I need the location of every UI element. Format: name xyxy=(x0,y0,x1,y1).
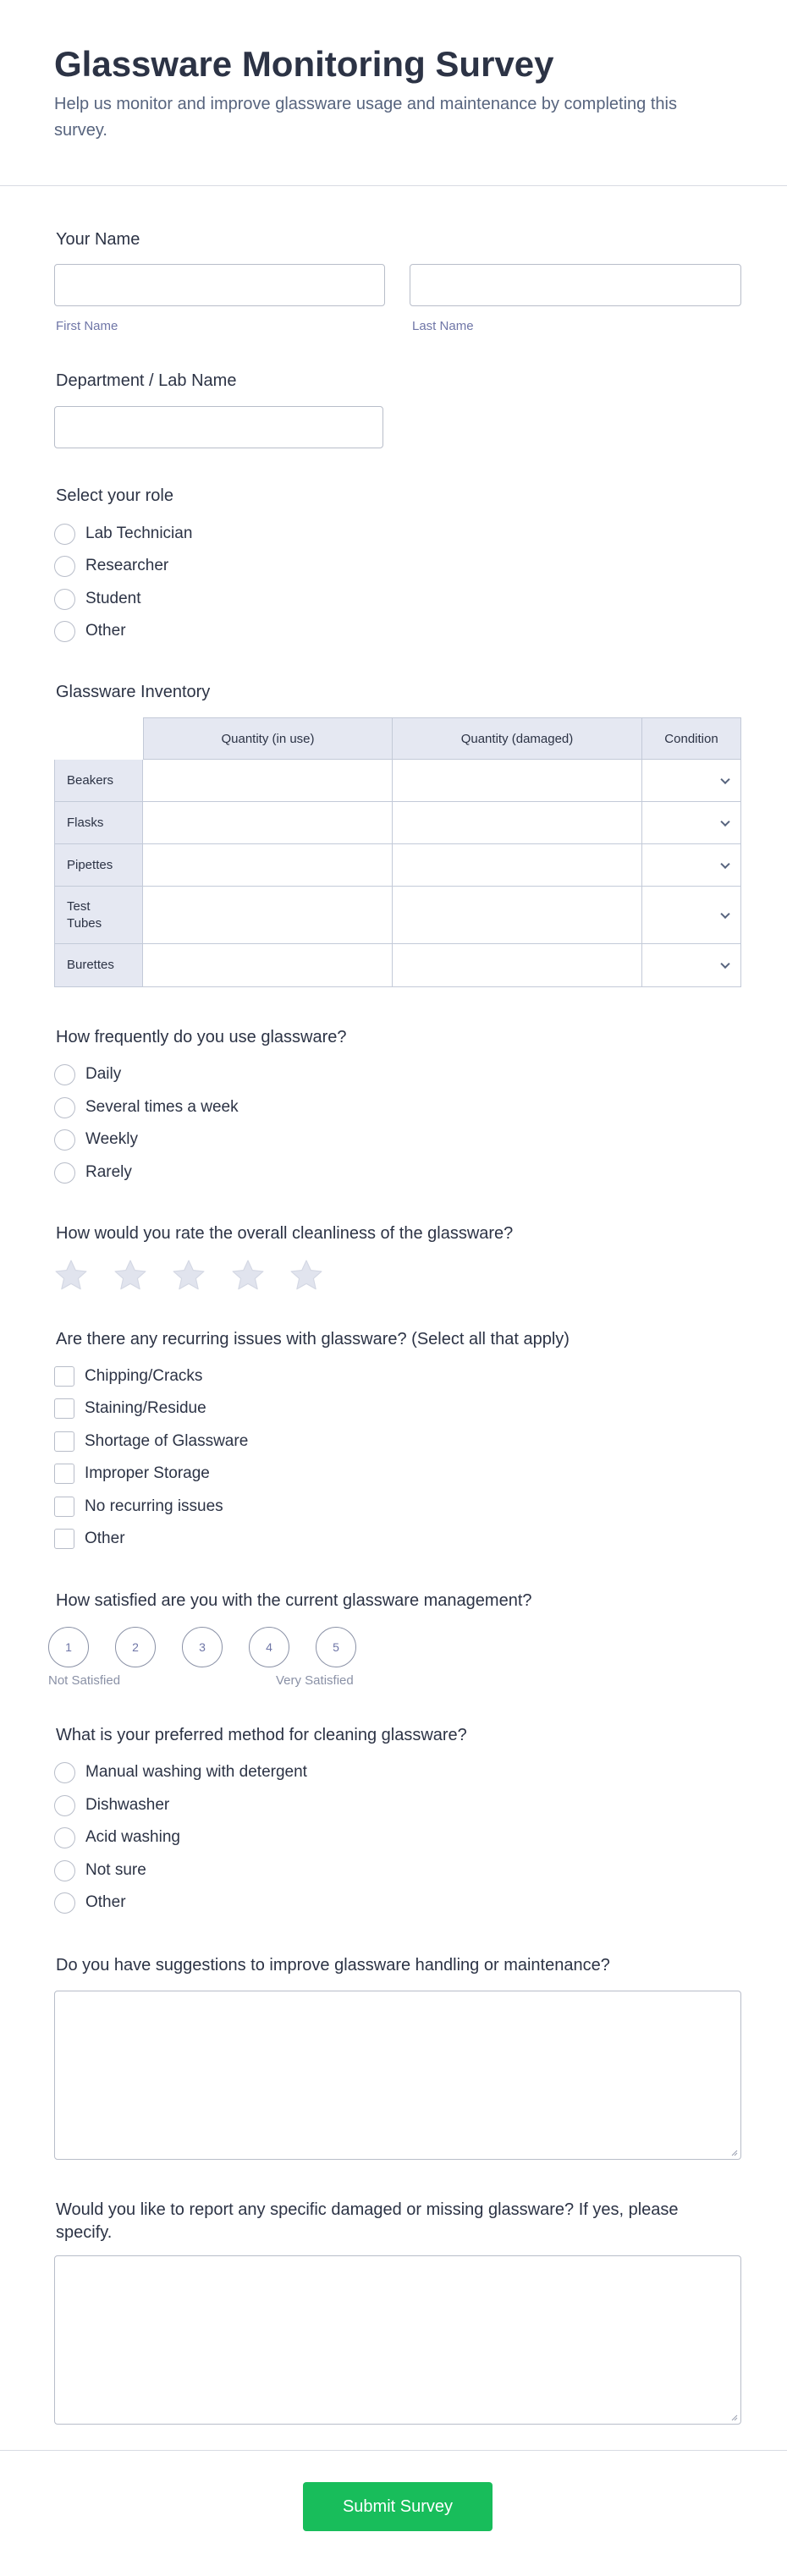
cleanliness-label: How would you rate the overall cleanliness of the glassware? xyxy=(56,1224,514,1243)
radio-button[interactable] xyxy=(54,621,75,642)
last-name-sublabel: Last Name xyxy=(412,319,474,333)
frequency-option-several-times[interactable]: Several times a week xyxy=(54,1096,239,1119)
issue-option-other[interactable]: Other xyxy=(54,1527,125,1551)
scale-option-2[interactable]: 2 xyxy=(115,1627,156,1667)
scale-low-label: Not Satisfied xyxy=(48,1673,121,1688)
resize-handle-icon[interactable] xyxy=(729,2148,738,2156)
matrix-input-cell[interactable] xyxy=(143,760,393,802)
radio-button[interactable] xyxy=(54,1129,75,1151)
scale-option-3[interactable]: 3 xyxy=(182,1627,223,1667)
checkbox[interactable] xyxy=(54,1464,74,1484)
radio-button[interactable] xyxy=(54,1097,75,1118)
issues-label: Are there any recurring issues with glassware? (Select all that apply) xyxy=(56,1330,570,1348)
form-footer xyxy=(0,2450,787,2576)
checkbox[interactable] xyxy=(54,1431,74,1452)
issue-option-no-issues[interactable]: No recurring issues xyxy=(54,1495,223,1519)
radio-button[interactable] xyxy=(54,1827,75,1848)
condition-dropdown[interactable] xyxy=(642,802,741,844)
checkbox[interactable] xyxy=(54,1529,74,1549)
satisfaction-label: How satisfied are you with the current glassware management? xyxy=(56,1591,532,1610)
matrix-input-cell[interactable] xyxy=(143,887,393,944)
matrix-row-header: Burettes xyxy=(54,944,143,987)
method-option-manual[interactable]: Manual washing with detergent xyxy=(54,1760,307,1784)
damaged-report-textarea[interactable] xyxy=(54,2255,741,2425)
inventory-matrix xyxy=(54,717,741,990)
radio-button[interactable] xyxy=(54,1762,75,1783)
submit-button[interactable]: Submit Survey xyxy=(303,2482,493,2531)
radio-button[interactable] xyxy=(54,1162,75,1184)
chevron-down-icon xyxy=(720,816,729,826)
checkbox[interactable] xyxy=(54,1497,74,1517)
scale-option-5[interactable]: 5 xyxy=(316,1627,356,1667)
matrix-row-header: Pipettes xyxy=(54,844,143,887)
last-name-input[interactable] xyxy=(410,264,741,306)
scale-high-label: Very Satisfied xyxy=(276,1673,354,1688)
method-option-acid[interactable]: Acid washing xyxy=(54,1826,180,1849)
resize-handle-icon[interactable] xyxy=(729,2413,738,2421)
role-option-other[interactable]: Other xyxy=(54,619,126,643)
role-option-researcher[interactable]: Researcher xyxy=(54,554,168,578)
star-icon[interactable] xyxy=(229,1257,267,1294)
frequency-option-rarely[interactable]: Rarely xyxy=(54,1161,132,1184)
issue-option-staining[interactable]: Staining/Residue xyxy=(54,1397,206,1420)
page-subtitle: Help us monitor and improve glassware usage and maintenance by completing this survey. xyxy=(54,95,677,140)
matrix-row-header: Beakers xyxy=(54,760,143,802)
checkbox[interactable] xyxy=(54,1366,74,1387)
department-input[interactable] xyxy=(54,406,383,448)
matrix-column-header: Quantity (in use) xyxy=(143,717,393,760)
method-option-other[interactable]: Other xyxy=(54,1891,126,1914)
condition-dropdown[interactable] xyxy=(642,887,741,944)
condition-dropdown[interactable] xyxy=(642,844,741,887)
radio-button[interactable] xyxy=(54,1892,75,1914)
radio-button[interactable] xyxy=(54,524,75,545)
matrix-column-header: Quantity (damaged) xyxy=(393,717,642,760)
matrix-input-cell[interactable] xyxy=(393,944,642,987)
matrix-input-cell[interactable] xyxy=(393,802,642,844)
suggestions-label: Do you have suggestions to improve glassware handling or maintenance? xyxy=(56,1956,610,1975)
chevron-down-icon xyxy=(720,774,729,783)
star-icon[interactable] xyxy=(52,1257,90,1294)
chevron-down-icon xyxy=(720,909,729,918)
page-title: Glassware Monitoring Survey xyxy=(54,44,554,84)
role-label: Select your role xyxy=(56,486,173,505)
method-option-dishwasher[interactable]: Dishwasher xyxy=(54,1793,169,1817)
department-label: Department / Lab Name xyxy=(56,371,237,390)
matrix-row-header: Test Tubes xyxy=(54,887,143,944)
role-option-student[interactable]: Student xyxy=(54,587,141,611)
name-label: Your Name xyxy=(56,230,140,249)
issue-option-improper-storage[interactable]: Improper Storage xyxy=(54,1462,210,1486)
matrix-input-cell[interactable] xyxy=(143,944,393,987)
radio-button[interactable] xyxy=(54,1064,75,1085)
chevron-down-icon xyxy=(720,859,729,868)
issue-option-shortage[interactable]: Shortage of Glassware xyxy=(54,1430,248,1453)
scale-option-1[interactable]: 1 xyxy=(48,1627,89,1667)
role-option-lab-technician[interactable]: Lab Technician xyxy=(54,522,192,546)
matrix-input-cell[interactable] xyxy=(143,844,393,887)
matrix-input-cell[interactable] xyxy=(393,887,642,944)
damaged-report-label: Would you like to report any specific damaged or missing glassware? If yes, please specify. xyxy=(56,2200,679,2242)
star-icon[interactable] xyxy=(170,1257,207,1294)
chevron-down-icon xyxy=(720,959,729,969)
matrix-column-header: Condition xyxy=(642,717,741,760)
method-option-not-sure[interactable]: Not sure xyxy=(54,1859,146,1882)
form-header xyxy=(0,0,787,186)
first-name-sublabel: First Name xyxy=(56,319,118,333)
issue-option-chipping[interactable]: Chipping/Cracks xyxy=(54,1365,202,1388)
matrix-input-cell[interactable] xyxy=(393,760,642,802)
matrix-input-cell[interactable] xyxy=(393,844,642,887)
first-name-input[interactable] xyxy=(54,264,385,306)
star-icon[interactable] xyxy=(288,1257,325,1294)
radio-button[interactable] xyxy=(54,1795,75,1816)
star-icon[interactable] xyxy=(112,1257,149,1294)
cleaning-method-label: What is your preferred method for cleaning glassware? xyxy=(56,1726,467,1744)
scale-option-4[interactable]: 4 xyxy=(249,1627,289,1667)
frequency-option-weekly[interactable]: Weekly xyxy=(54,1128,138,1151)
radio-button[interactable] xyxy=(54,556,75,577)
condition-dropdown[interactable] xyxy=(642,760,741,802)
radio-button[interactable] xyxy=(54,1860,75,1881)
inventory-label: Glassware Inventory xyxy=(56,683,211,701)
condition-dropdown[interactable] xyxy=(642,944,741,987)
frequency-option-daily[interactable]: Daily xyxy=(54,1063,121,1086)
frequency-label: How frequently do you use glassware? xyxy=(56,1028,347,1046)
matrix-input-cell[interactable] xyxy=(143,802,393,844)
radio-button[interactable] xyxy=(54,589,75,610)
checkbox[interactable] xyxy=(54,1398,74,1419)
suggestions-textarea[interactable] xyxy=(54,1991,741,2160)
matrix-row-header: Flasks xyxy=(54,802,143,844)
